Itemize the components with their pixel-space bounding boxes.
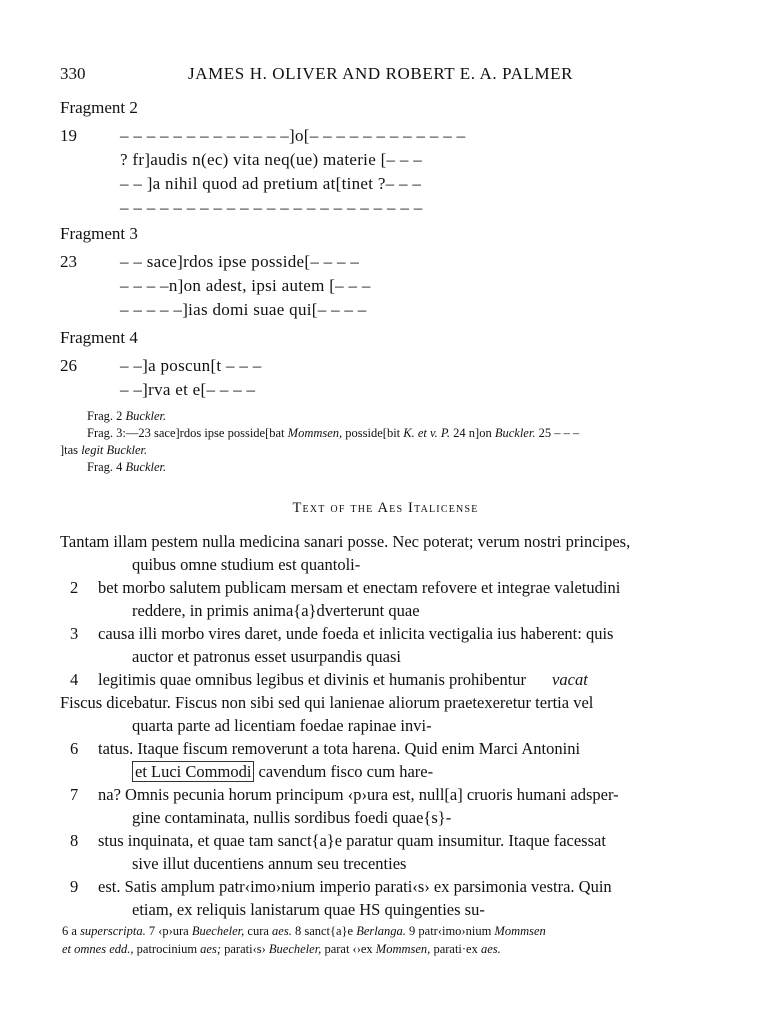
- line-number: 8: [70, 831, 79, 850]
- text-apparatus: [62, 922, 715, 958]
- note-text: patrocinium: [133, 942, 201, 956]
- text-line: [60, 806, 715, 829]
- line-number: 23: [60, 252, 77, 271]
- note-text: 8 sanct{a}e: [291, 924, 357, 938]
- fragment-line: [60, 378, 731, 402]
- note-text: 25 – – –: [535, 426, 580, 440]
- line-text: – –]rva et e[– – – –: [120, 380, 256, 399]
- fragment-line: [60, 250, 731, 274]
- apparatus-frag4: [87, 459, 715, 476]
- note-editor: aes.: [480, 942, 501, 956]
- note-text: 9 patr‹imo›nium: [405, 924, 495, 938]
- text-line: [60, 553, 715, 576]
- note-text: 24 n]on: [450, 426, 495, 440]
- note-text: Frag. 2: [87, 409, 126, 423]
- note-editor: K. et v. P.: [403, 426, 451, 440]
- note-editor: Mommsen,: [375, 942, 431, 956]
- text-line: [60, 645, 715, 668]
- vacat-mark: vacat: [552, 670, 588, 689]
- text-line: [60, 622, 715, 645]
- note-editor: et omnes edd.,: [62, 942, 134, 956]
- fragment-2: [60, 96, 731, 220]
- note-editor: Berlanga.: [356, 924, 406, 938]
- note-editor: Mommsen: [494, 924, 546, 938]
- fragment-line: [60, 124, 731, 148]
- main-text: [60, 530, 715, 921]
- line-segment: legitimis quae omnibus legibus et divinis et humanis prohibentur: [98, 670, 527, 689]
- fragment-3: [60, 222, 731, 322]
- note-text: Frag. 3:—23 sace]rdos ipse posside[bat: [87, 426, 288, 440]
- fragment-label: Fragment 4: [60, 328, 138, 347]
- line-text: na? Omnis pecunia horum principum ‹p›ura est, null[a] cruoris humani adsper-: [98, 785, 619, 804]
- line-text: – – – –n]on adest, ipsi autem [– – –: [120, 276, 371, 295]
- note-text: 7 ‹p›ura: [145, 924, 192, 938]
- line-text: Fiscus dicebatur. Fiscus non sibi sed qui lanienae aliorum praetexeretur tertia vel: [60, 693, 594, 712]
- fragment-line: [60, 298, 731, 322]
- fragment-line: [60, 274, 731, 298]
- line-text: ? fr]audis n(ec) vita neq(ue) materie [– – –: [120, 150, 423, 169]
- fragment-line: [60, 172, 731, 196]
- note-text: parati‹s›: [221, 942, 269, 956]
- fragment-line: [60, 354, 731, 378]
- line-text: stus inquinata, et quae tam sanct{a}e paratur quam insumitur. Itaque facessat: [98, 831, 606, 850]
- text-line: [60, 737, 715, 760]
- line-text: – – – – – – – – – – – – – – – – – – – – – – –: [120, 198, 423, 217]
- apparatus-line: [62, 922, 715, 940]
- note-text: parati·ex: [430, 942, 481, 956]
- line-text: etiam, ex reliquis lanistarum quae HS quingenties su-: [132, 900, 485, 919]
- text-line: [60, 898, 715, 921]
- apparatus-line: [62, 940, 715, 958]
- note-editor: aes.: [272, 924, 292, 938]
- fragment-label: Fragment 3: [60, 224, 138, 243]
- line-text: – – – – – – – – – – – – –]o[– – – – – – – – – – – –: [120, 126, 466, 145]
- line-number: 2: [70, 578, 79, 597]
- line-text: bet morbo salutem publicam mersam et enectam refovere et integrae valetudini: [98, 578, 621, 597]
- text-line: [60, 530, 715, 553]
- line-number: 4: [70, 670, 79, 689]
- text-line: [60, 691, 715, 714]
- line-text: reddere, in primis anima{a}dverterunt quae: [132, 601, 420, 620]
- note-editor: superscripta.: [80, 924, 146, 938]
- text-line: [60, 714, 715, 737]
- note-editor: legit Buckler.: [81, 443, 148, 457]
- apparatus-frag3-cont: [60, 442, 715, 459]
- line-text: auctor et patronus esset usurpandis quasi: [132, 647, 401, 666]
- note-editor: Buckler.: [125, 460, 167, 474]
- text-line: [60, 829, 715, 852]
- note-text: ]tas: [60, 443, 82, 457]
- line-text: – – ]a nihil quod ad pretium at[tinet ?– – –: [120, 174, 422, 193]
- text-line: [60, 576, 715, 599]
- section-title: Text of the Aes Italicense: [292, 500, 479, 516]
- running-title: JAMES H. OLIVER AND ROBERT E. A. PALMER: [188, 64, 574, 83]
- line-text: [98, 668, 588, 691]
- line-number: 9: [70, 877, 79, 896]
- line-number: 19: [60, 126, 77, 145]
- note-text: cura: [244, 924, 273, 938]
- line-segment: cavendum fisco cum hare-: [254, 762, 434, 781]
- line-text: sive illut ducentiens annum seu trecenties: [132, 854, 407, 873]
- line-number: 26: [60, 356, 77, 375]
- note-text: Frag. 4: [87, 460, 126, 474]
- line-text: quibus omne studium est quantoli-: [132, 555, 361, 574]
- text-line: [60, 668, 715, 691]
- fragment-apparatus: [60, 408, 715, 476]
- running-header: [60, 64, 713, 86]
- apparatus-frag2: [87, 408, 715, 425]
- note-editor: aes;: [200, 942, 221, 956]
- note-text: posside[bit: [342, 426, 404, 440]
- fragment-line: [60, 148, 731, 172]
- fragment-4: [60, 326, 731, 402]
- note-editor: Buecheler,: [191, 924, 245, 938]
- text-line: [60, 599, 715, 622]
- line-text: est. Satis amplum patr‹imo›nium imperio parati‹s› ex parsimonia vestra. Quin: [98, 877, 612, 896]
- fragment-line: [60, 196, 731, 220]
- line-text: – –]a poscun[t – – –: [120, 356, 262, 375]
- text-line: [60, 852, 715, 875]
- note-editor: Buckler.: [125, 409, 167, 423]
- line-number: 7: [70, 785, 79, 804]
- page-number: 330: [60, 64, 86, 83]
- text-line: [60, 783, 715, 806]
- line-text: quarta parte ad licentiam foedae rapinae invi-: [132, 716, 432, 735]
- note-editor: Buckler.: [494, 426, 536, 440]
- line-number: 3: [70, 624, 79, 643]
- line-text: Tantam illam pestem nulla medicina sanari posse. Nec poterat; verum nostri principes,: [60, 532, 631, 551]
- line-text: [132, 760, 433, 783]
- text-line: [60, 760, 715, 783]
- text-line: [60, 875, 715, 898]
- note-editor: Mommsen,: [287, 426, 343, 440]
- note-text: 6 a: [62, 924, 81, 938]
- note-text: parat ‹›ex: [321, 942, 376, 956]
- line-text: tatus. Itaque fiscum removerunt a tota harena. Quid enim Marci Antonini: [98, 739, 581, 758]
- boxed-erasure: et Luci Commodi: [132, 761, 254, 782]
- fragment-label: Fragment 2: [60, 98, 138, 117]
- line-number: 6: [70, 739, 79, 758]
- apparatus-frag3: [87, 425, 715, 442]
- line-text: causa illi morbo vires daret, unde foeda et inlicita vectigalia ius haberent: quis: [98, 624, 614, 643]
- line-text: – – – – –]ias domi suae qui[– – – –: [120, 300, 367, 319]
- line-text: – – sace]rdos ipse posside[– – – –: [120, 252, 360, 271]
- line-text: gine contaminata, nullis sordibus foedi quae{s}-: [132, 808, 452, 827]
- note-editor: Buecheler,: [268, 942, 322, 956]
